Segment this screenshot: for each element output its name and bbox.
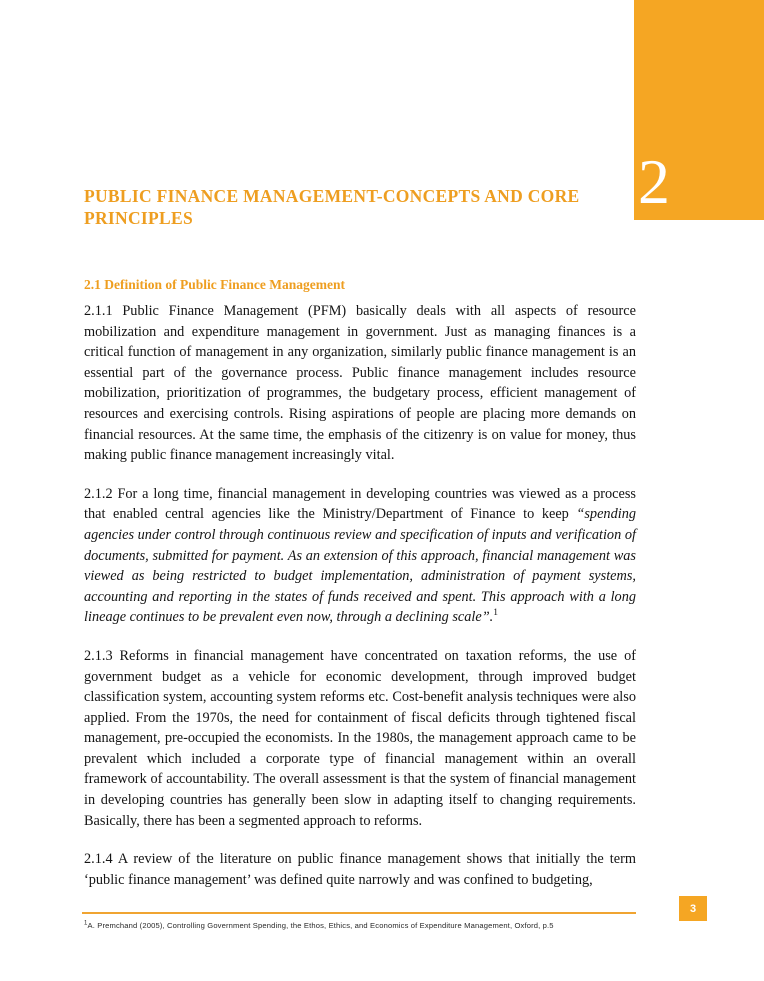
paragraph-2-1-3: 2.1.3 Reforms in financial management have concentrated on taxation reforms, the use of government budget as a vehicle for economic development, through improved budget classification system, accounting system reforms etc. Cost-benefit analysis techniques were also applied. From the 1970s, the need for containment of fiscal deficits through tightened fiscal management, pre-occupied the economists. In the 1980s, the management approach came to be prevalent which included a corporate type of financial management within an overall framework of accountability. The overall assessment is that the system of financial management in developing countries has generally been slow in adapting itself to changing requirements. Basically, there has been a segmented approach to reforms. bbox=[84, 647, 636, 829]
paragraph-2-1-2 bbox=[84, 484, 636, 628]
paragraph-2-1-2-quote: “spending agencies under control through continuous review and specification of inputs and verification of documents, submitted for payment. As an extension of this approach, financial management was viewed as being restricted to budget implementation, administration of payment systems, accounting and reporting in the states of funds received and spent. This approach with a long lineage continues to be prevalent even now, through a declining scale”. bbox=[84, 506, 636, 626]
footnote-text: A. Premchand (2005), Controlling Government Spending, the Ethos, Ethics, and Economics of Expenditure Management, Oxford, p.5 bbox=[87, 921, 554, 930]
footnote bbox=[84, 920, 644, 931]
paragraph-2-1-1: 2.1.1 Public Finance Management (PFM) basically deals with all aspects of resource mobilization and expenditure management in government. Just as managing finances is a critical function of management in any organization, similarly public finance management is an essential part of the governance process. Public finance management includes resource mobilization, prioritization of programmes, the budgetary process, efficient management of resources and exercising controls. Rising aspirations of people are placing more demands on financial resources. At the same time, the emphasis of the citizenry is on value for money, thus making public finance management increasingly vital. bbox=[84, 303, 636, 464]
body-text-column bbox=[84, 301, 636, 890]
page-title: PUBLIC FINANCE MANAGEMENT-CONCEPTS AND CORE PRINCIPLES bbox=[84, 185, 580, 228]
footnote-marker: 1 bbox=[84, 920, 88, 927]
footnote-reference-marker: 1 bbox=[493, 608, 498, 619]
footnote-divider bbox=[82, 912, 636, 914]
section-heading: 2.1 Definition of Public Finance Management bbox=[84, 277, 345, 293]
paragraph-2-1-2-lead: 2.1.2 For a long time, financial management in developing countries was viewed as a process that enabled central agencies like the Ministry/Department of Finance to keep bbox=[84, 485, 636, 523]
chapter-number: 2 bbox=[638, 146, 670, 217]
page-number-badge: 3 bbox=[679, 896, 707, 921]
paragraph-2-1-4: 2.1.4 A review of the literature on public finance management shows that initially the term ‘public finance management’ was defined quite narrowly and was confined to budgeting, bbox=[84, 851, 636, 888]
